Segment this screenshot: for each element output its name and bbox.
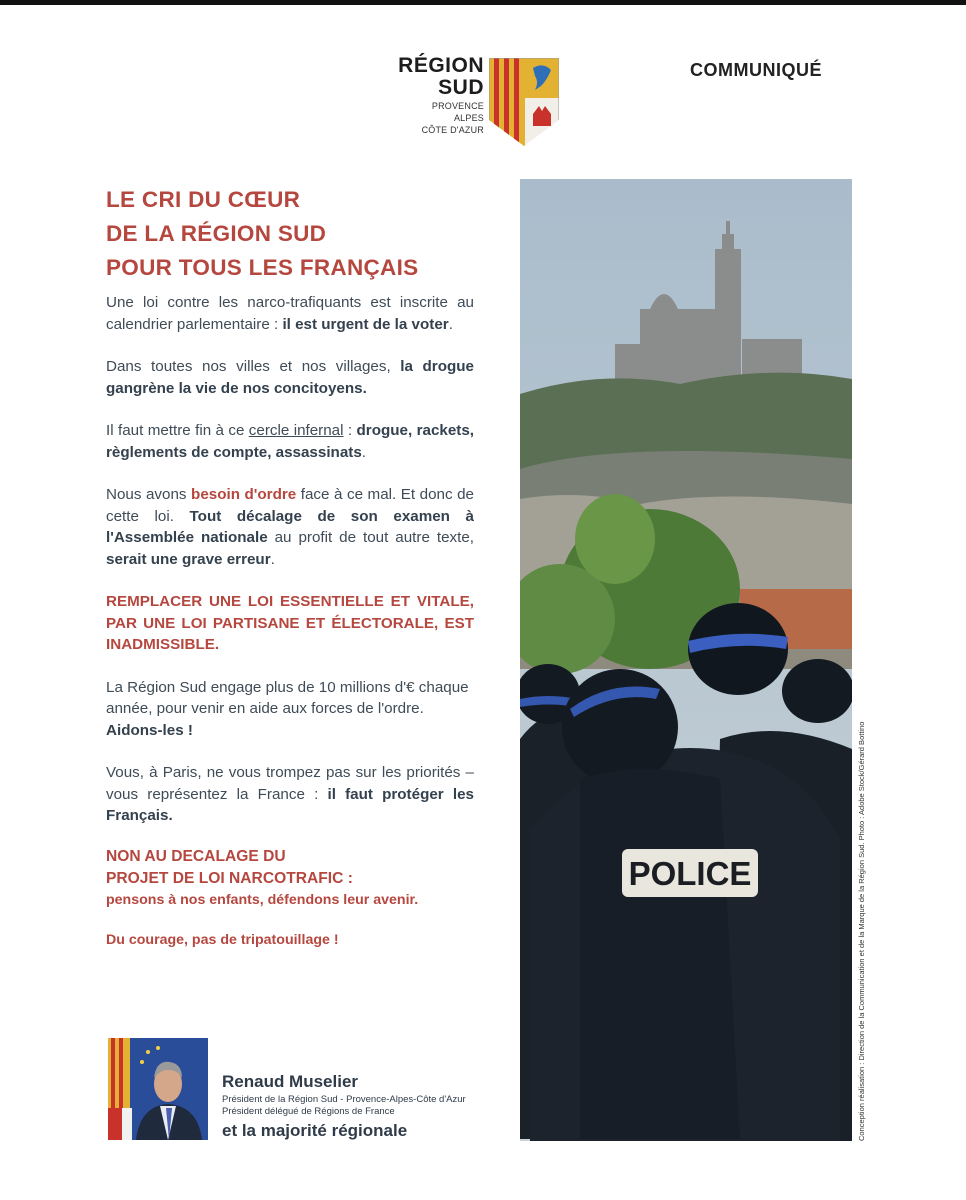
police-badge-text: POLICE (628, 855, 752, 892)
body-text (106, 292, 474, 951)
police-photo (520, 179, 852, 1141)
p7-bold: il faut protéger les Français. (106, 785, 474, 824)
p4-text1: Nous avons (106, 486, 192, 503)
photo-credit: Conception réalisation : Direction de la Communication et de la Marque de la Région Sud. Photo : Adobe Stock/Gérard Bottino (857, 721, 866, 1141)
p8-line1: NON AU DECALAGE DU (106, 847, 286, 865)
paragraph-7 (106, 762, 474, 827)
logo-sub-line3: CÔTE D'AZUR (421, 125, 484, 135)
logo-sub-line2: ALPES (453, 113, 484, 123)
p4-bold2: serait une grave erreur (106, 550, 271, 568)
logo-sub-line1: PROVENCE (431, 101, 484, 111)
p1-bold: il est urgent de la voter (282, 315, 449, 333)
paragraph-1 (106, 292, 474, 335)
p2-bold: la drogue gangrène la vie de nos concitoyens. (106, 358, 474, 397)
p1-text: Une loi contre les narco-trafiquants est inscrite au calendrier parlementaire : (106, 294, 474, 333)
coat-of-arms-icon (489, 58, 559, 146)
paragraph-6 (106, 677, 474, 742)
p3-bold: drogue, rackets, règlements de compte, assassinats (106, 422, 475, 461)
closing-slogan: Du courage, pas de tripatouillage ! (106, 931, 339, 948)
p6-text: La Région Sud engage plus de 10 millions d'€ chaque année, pour venir en aide aux forces de l'ordre. (106, 678, 469, 717)
signatory-role-2: Président délégué de Régions de France (222, 1106, 395, 1117)
p3-mid: : (343, 422, 357, 439)
paragraph-5-emphasis: REMPLACER UNE LOI ESSENTIELLE ET VITALE, PAR UNE LOI PARTISANE ET ÉLECTORALE, EST INADMISSIBLE. (106, 593, 474, 653)
region-sud-logo (388, 55, 563, 150)
p4-text2: face à ce mal. Et donc de cette loi. (106, 486, 474, 525)
paragraph-4 (106, 484, 474, 570)
headline-line3: POUR TOUS LES FRANÇAIS (106, 255, 419, 280)
headline-line1: LE CRI DU CŒUR (106, 187, 301, 212)
p8-line2: PROJET DE LOI NARCOTRAFIC : (106, 869, 353, 887)
logo-title-line2: SUD (438, 76, 484, 99)
p7-text: Vous, à Paris, ne vous trompez pas sur les priorités – vous représentez la France : (106, 764, 474, 803)
paragraph-3 (106, 420, 474, 463)
p3-end: . (361, 443, 367, 461)
paragraph-2 (106, 356, 474, 399)
p8-line3: pensons à nos enfants, défendons leur avenir. (106, 891, 419, 908)
signatory-name: Renaud Muselier (222, 1072, 359, 1091)
signatory-portrait (108, 1038, 208, 1140)
p4-bold1: Tout décalage de son examen à l'Assemblée nationale (106, 507, 474, 546)
headline-line2: DE LA RÉGION SUD (106, 221, 327, 246)
p2-text: Dans toutes nos villes et nos villages, (106, 358, 401, 375)
p3-text: Il faut mettre fin à ce (106, 422, 249, 439)
p4-end: . (270, 550, 275, 568)
p4-text3: au profit de tout autre texte, (267, 529, 474, 546)
document-type-label: COMMUNIQUÉ (690, 60, 822, 80)
p4-red: besoin d'ordre (191, 486, 297, 503)
top-border (0, 0, 966, 5)
p3-underline: cercle infernal (248, 422, 344, 439)
signatory-majority: et la majorité régionale (222, 1121, 408, 1140)
p6-bold: Aidons-les ! (106, 721, 193, 739)
p1-end: . (448, 315, 453, 333)
signatory-role-1: Président de la Région Sud - Provence-Alpes-Côte d'Azur (222, 1094, 466, 1105)
paragraph-8-callout (106, 846, 474, 911)
logo-title-line1: RÉGION (398, 54, 484, 77)
headline (106, 183, 486, 285)
